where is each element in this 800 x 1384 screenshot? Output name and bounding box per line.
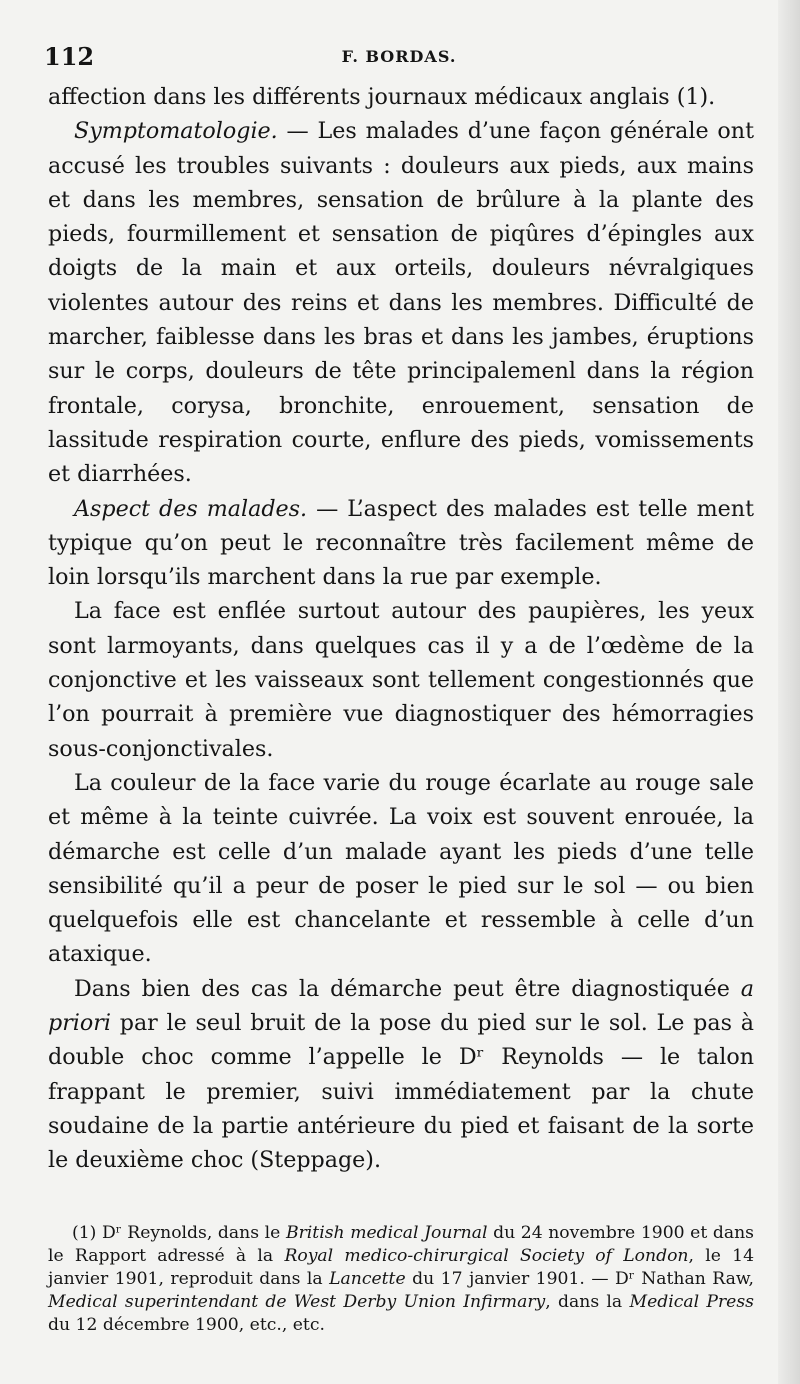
footnote-text: du 17 janvier 1901. — Dʳ Nathan Raw,	[405, 1269, 754, 1289]
paragraph-symptomatologie	[48, 114, 754, 491]
footnote-text: du 12 décembre 1900, etc., etc.	[48, 1315, 325, 1335]
footnote-italic: British medical Journal	[285, 1223, 488, 1243]
footnote-1	[48, 1222, 754, 1337]
page-header	[44, 42, 754, 72]
paragraph-text: par le seul bruit de la pose du pied sur le sol. Le pas à double choc comme l’appelle le Dʳ Reynolds — le talon frappant le premier, suivi immédiatement par la chute soudaine de la partie antérieure du pied et faisant de la sorte le deuxième choc (Steppage).	[48, 1010, 754, 1174]
footnote-italic: Medical Press	[629, 1292, 754, 1312]
footnote-text: du 24 novembre 1900 et dans le Rapport adressé à la	[48, 1223, 754, 1266]
footnote-italic: Lancette	[329, 1269, 406, 1289]
footnote-text: , le 14 janvier 1901, reproduit dans la	[48, 1246, 755, 1289]
paragraph-text: — L’aspect des malades est telle ment typique qu’on peut le reconnaître très facilement même de loin lorsqu’ils marchent dans la rue par exemple.	[48, 495, 754, 591]
page-number: 112	[44, 42, 95, 71]
footnote-italic: Royal medico-chirurgical Society of London	[284, 1246, 689, 1266]
section-heading-symptomatologie: Symptomatologie.	[74, 118, 278, 145]
paragraph-demarche	[48, 972, 754, 1178]
footnote-text: , dans la	[545, 1292, 630, 1312]
paragraph-face: La face est enflée surtout autour des paupières, les yeux sont larmoyants, dans quelques cas il y a de l’œdème de la conjonctive et les vaisseaux sont tellement congestionnés que l’on pourrait à première vue diagnostiquer des hémorragies sous-conjonctivales.	[48, 598, 754, 762]
paragraph-text: — Les malades d’une façon générale ont accusé les troubles suivants : douleurs aux pieds, aux mains et dans les membres, sensation de brûlure à la plante des pieds, fourmillement et sensation de piqûres d’épingles aux doigts de la main et aux orteils, douleurs névralgiques violentes autour des reins et dans les membres. Difficulté de marcher, faiblesse dans les bras et dans les jambes, éruptions sur le corps, douleurs de tête principalemenl dans la région frontale, corysa, bronchite, enrouement, sensation de lassitude respiration courte, enflure des pieds, vomissements et diarrhées.	[48, 118, 754, 488]
paragraph-continuation: affection dans les différents journaux médicaux anglais (1).	[48, 84, 716, 110]
section-heading-aspect: Aspect des malades.	[74, 495, 308, 522]
body-text	[48, 80, 754, 1178]
paragraph-aspect	[48, 492, 754, 595]
running-head: F. BORDAS.	[341, 47, 457, 66]
italic-phrase: a priori	[48, 975, 754, 1037]
page-edge-shadow	[778, 0, 800, 1384]
footnote-text: (1) Dʳ Reynolds, dans le	[72, 1223, 286, 1243]
paragraph-couleur: La couleur de la face varie du rouge écarlate au rouge sale et même à la teinte cuivrée. La voix est souvent enrouée, la démarche est celle d’un malade ayant les pieds d’une telle sensibilité qu’il a peur de poser le pied sur le sol — ou bien quelquefois elle est chancelante et ressemble à celle d’un ataxique.	[48, 769, 754, 968]
paragraph-text: Dans bien des cas la démarche peut être diagnostiquée	[74, 975, 741, 1002]
footnotes	[48, 1222, 754, 1337]
footnote-italic: Medical superintendant de West Derby Union Infirmary	[48, 1292, 546, 1312]
